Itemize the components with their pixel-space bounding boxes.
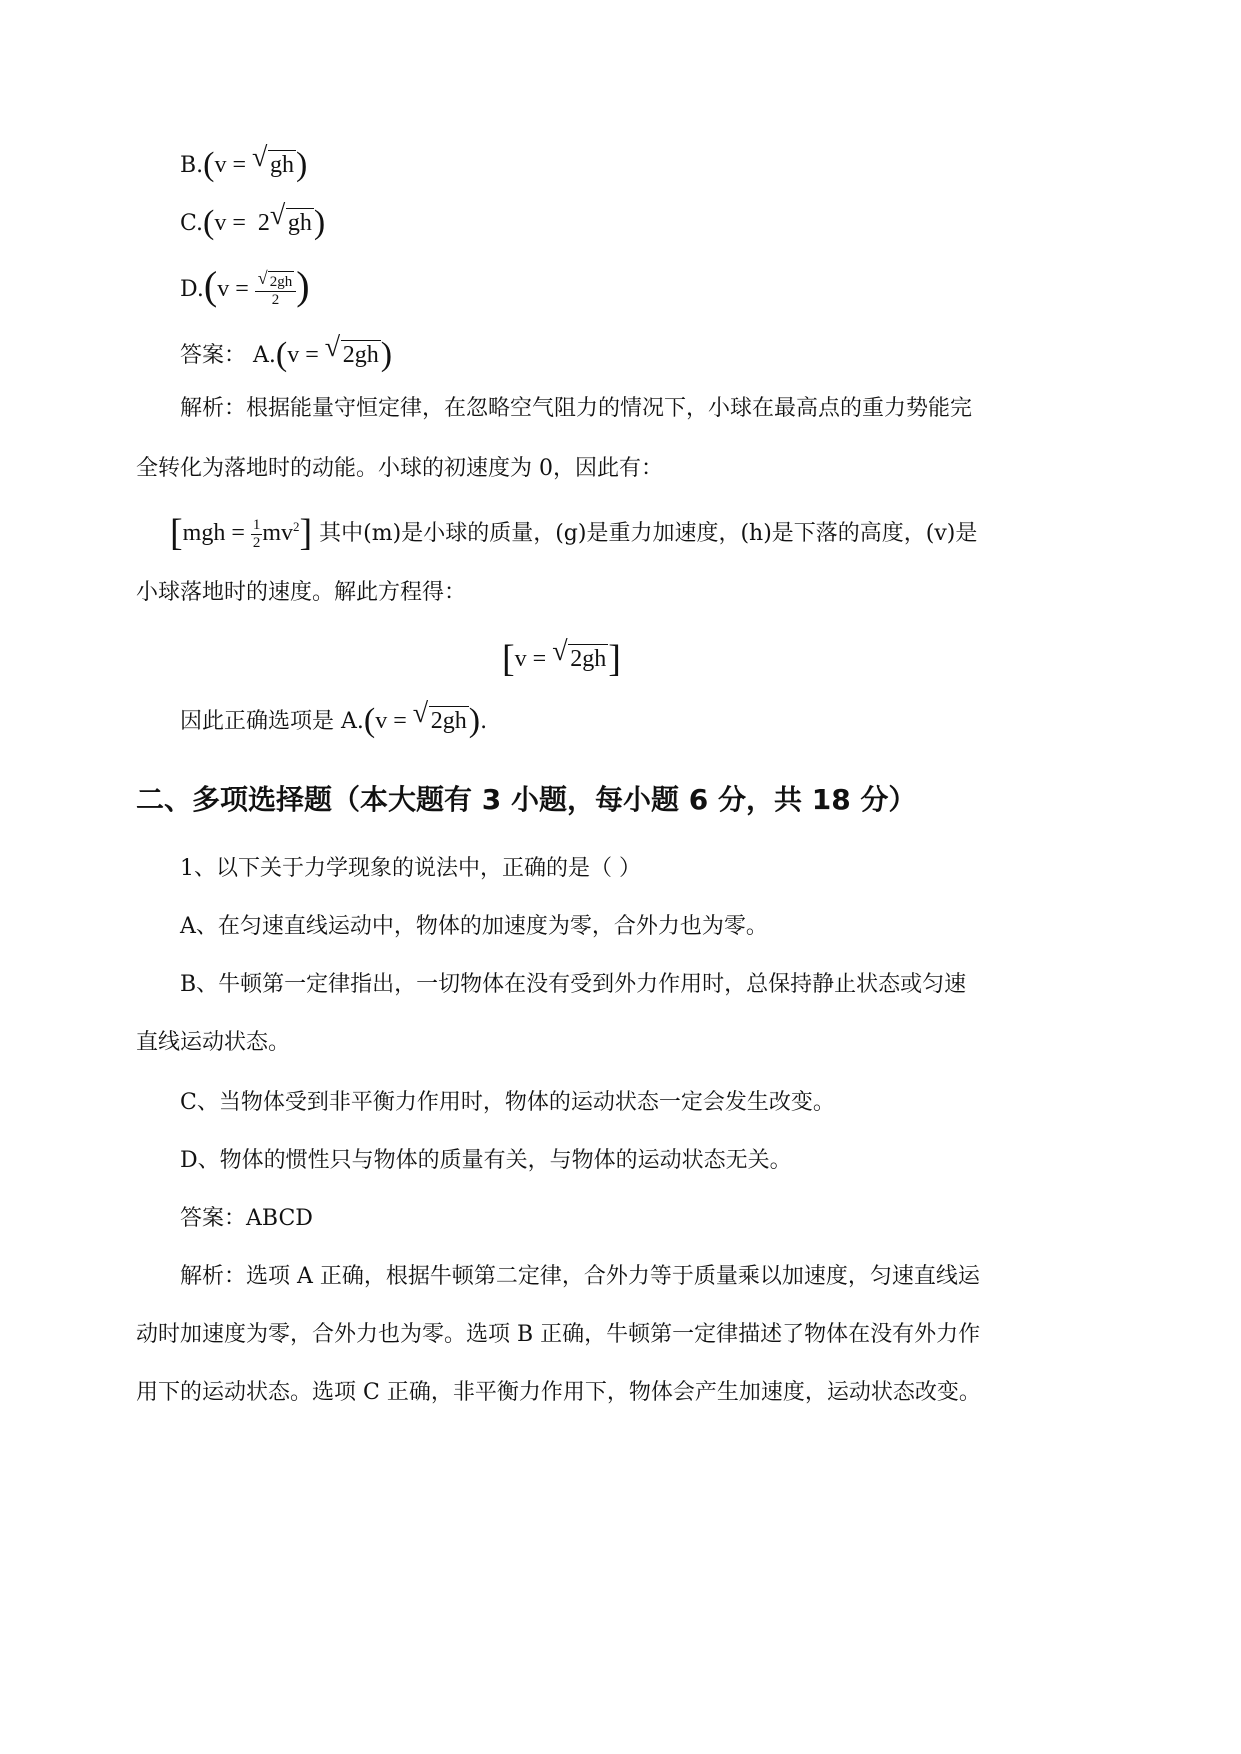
analysis-line-4: 小球落地时的速度。解此方程得：	[136, 580, 467, 605]
option-label: A.	[253, 343, 276, 368]
energy-equation-line: [mgh = $\frac{1}{2}$ $mv^2$] 其中(m)是小球的质量，(g)是重力加速度，(h)是下落的高度，(v)是	[170, 512, 978, 554]
option-d: D.(v = √ $\frac{2gh}{2}$ )	[180, 266, 310, 310]
radicand: gh	[270, 152, 295, 178]
analysis-line-2: 动时加速度为零，合外力也为零。选项 B 正确，牛顿第一定律描述了物体在没有外力作	[136, 1322, 981, 1347]
question-stem: 1、以下关于力学现象的说法中，正确的是（ ）	[180, 856, 641, 881]
choice-d: D、物体的惯性只与物体的质量有关，与物体的运动状态无关。	[180, 1148, 792, 1173]
formula-lhs: v =	[514, 646, 547, 672]
option-b: B.(v = √ gh)	[180, 148, 307, 182]
radicand: 2gh	[268, 271, 295, 291]
choice-c: C、当物体受到非平衡力作用时，物体的运动状态一定会发生改变。	[180, 1090, 835, 1115]
formula-lhs: v =	[375, 708, 407, 734]
equation-lhs: mgh =	[182, 520, 245, 546]
result-equation: [v = √ 2gh]	[502, 640, 621, 678]
answer-line: 答案：ABCD	[180, 1206, 313, 1231]
choice-a: A、在匀速直线运动中，物体的加速度为零，合外力也为零。	[180, 914, 768, 939]
section-heading: 二、多项选择题（本大题有 3 小题，每小题 6 分，共 18 分）	[136, 783, 917, 816]
radicand: 2gh	[570, 646, 607, 672]
exponent: 2	[293, 519, 300, 534]
conclusion-prefix: 因此正确选项是 A.	[180, 709, 364, 734]
option-label: B.	[180, 153, 204, 178]
formula-lhs: v =	[214, 210, 246, 236]
answer-line: 答案： A.(v = √ 2gh)	[180, 338, 392, 372]
radicand: gh	[287, 210, 312, 236]
choice-b-line-2: 直线运动状态。	[136, 1030, 291, 1055]
fraction-numerator: 1	[251, 517, 263, 535]
denominator: 2	[271, 292, 280, 309]
radicand: 2gh	[342, 342, 379, 368]
fraction-denominator: 2	[252, 534, 261, 551]
radicand: 2gh	[430, 708, 467, 734]
analysis-line-3: 用下的运动状态。选项 C 正确，非平衡力作用下，物体会产生加速度，运动状态改变。	[136, 1380, 981, 1405]
equation-rhs: mv	[262, 520, 294, 546]
choice-b-line-1: B、牛顿第一定律指出，一切物体在没有受到外力作用时，总保持静止状态或匀速	[180, 972, 967, 997]
conclusion-suffix: .	[480, 709, 488, 734]
analysis-line-3: 其中(m)是小球的质量，(g)是重力加速度，(h)是下落的高度，(v)是	[312, 521, 978, 546]
analysis-line-1: 解析：选项 A 正确，根据牛顿第二定律，合外力等于质量乘以加速度，匀速直线运	[180, 1264, 980, 1289]
coefficient: 2	[257, 210, 270, 236]
option-c: C.(v = 2√ gh)	[180, 206, 325, 240]
option-label: D.	[180, 277, 204, 302]
conclusion-line: 因此正确选项是 A.(v = √ 2gh).	[180, 704, 487, 738]
formula-lhs: v =	[287, 342, 319, 368]
formula-lhs: v =	[217, 276, 249, 302]
formula-lhs: v =	[214, 152, 247, 178]
option-label: C.	[180, 211, 204, 236]
answer-prefix: 答案：	[180, 343, 247, 368]
analysis-line-2: 全转化为落地时的动能。小球的初速度为 0，因此有：	[136, 456, 663, 481]
analysis-line-1: 解析：根据能量守恒定律，在忽略空气阻力的情况下，小球在最高点的重力势能完	[180, 396, 973, 421]
